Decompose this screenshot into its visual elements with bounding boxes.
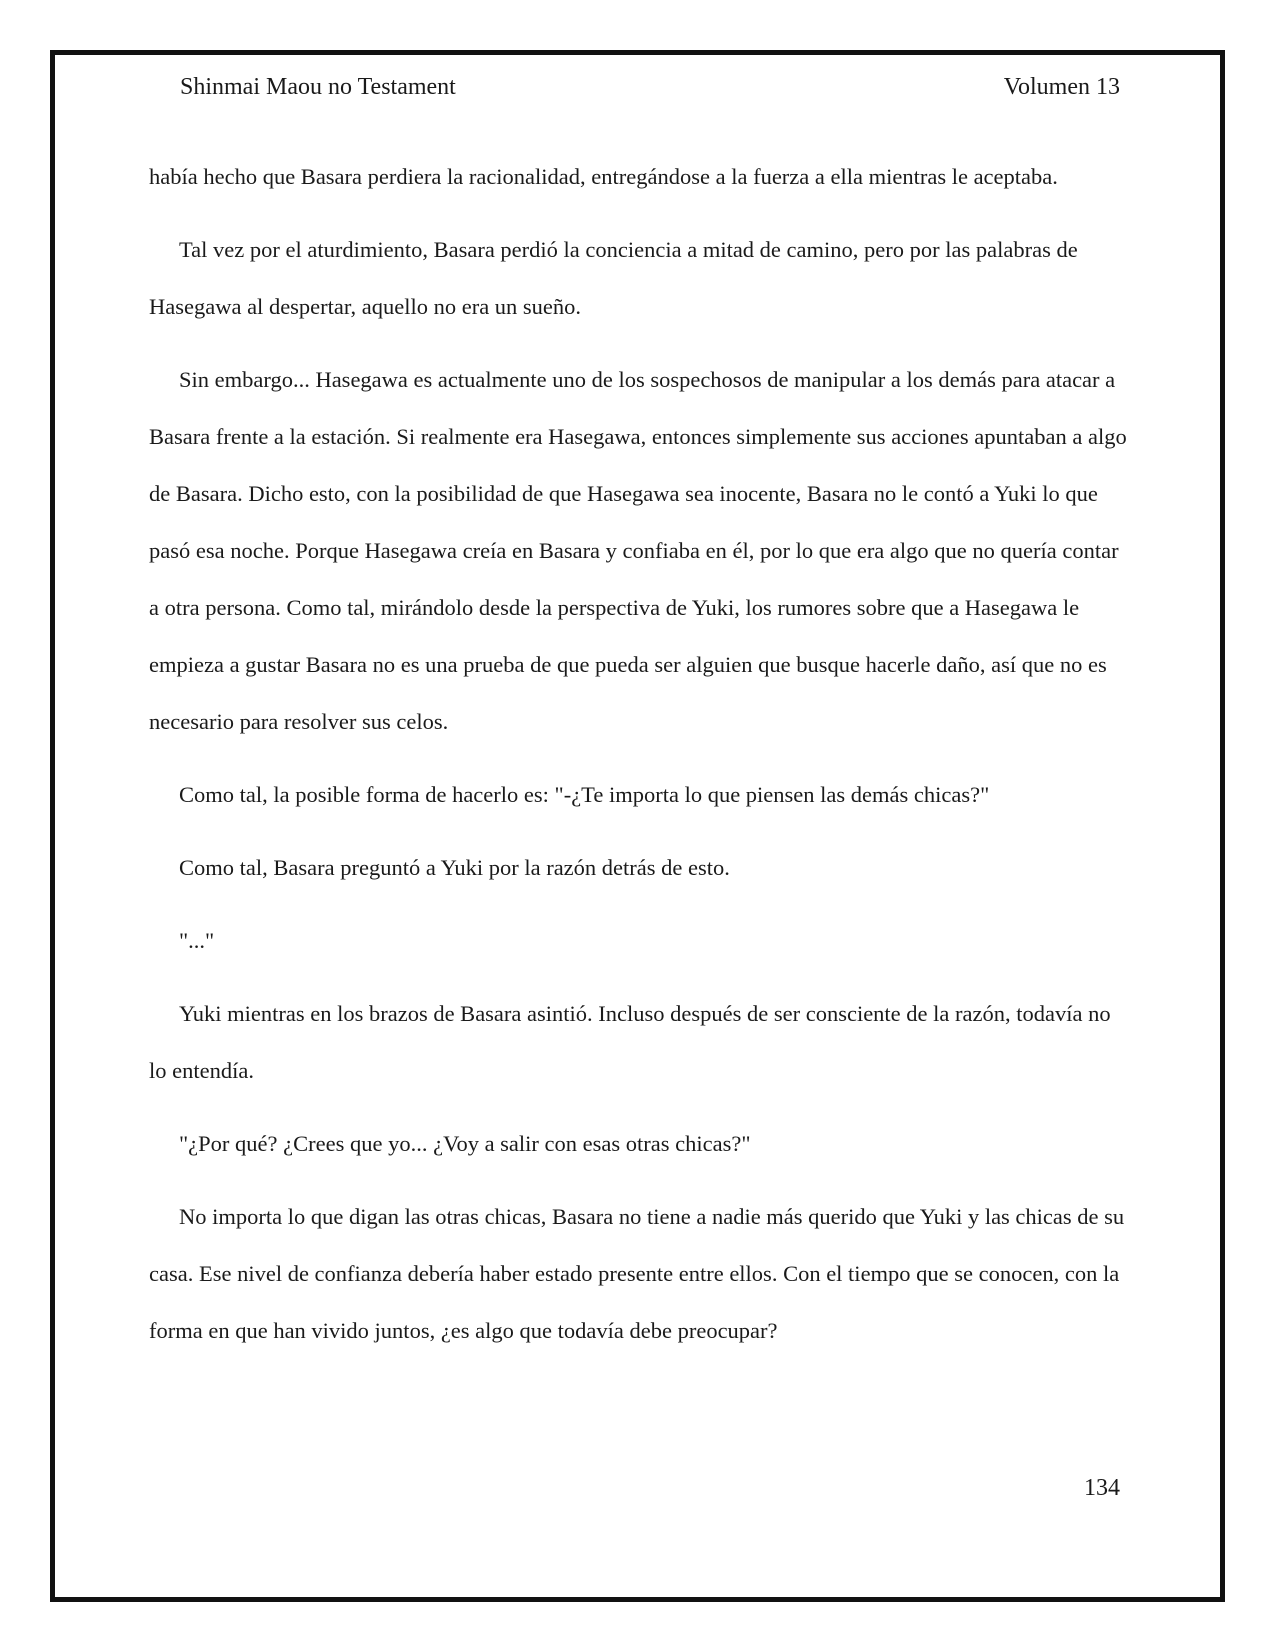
paragraph: había hecho que Basara perdiera la racionalidad, entregándose a la fuerza a ella mientras le aceptaba. — [149, 164, 1058, 189]
paragraph: Yuki mientras en los brazos de Basara asintió. Incluso después de ser consciente de la razón, todavía no lo entendía. — [149, 1001, 1111, 1083]
paragraph: No importa lo que digan las otras chicas, Basara no tiene a nadie más querido que Yuki y las chicas de su casa. Ese nivel de confianza debería haber estado presente entre ellos. Con el tiempo que se conocen, con la forma en que han vivido juntos, ¿es algo que todavía debe preocupar? — [149, 1204, 1125, 1343]
paragraph: Tal vez por el aturdimiento, Basara perdió la conciencia a mitad de camino, pero por las palabras de Hasegawa al despertar, aquello no era un sueño. — [149, 237, 1078, 319]
paragraph: Como tal, la posible forma de hacerlo es: "-¿Te importa lo que piensen las demás chicas?" — [179, 782, 990, 807]
book-title: Shinmai Maou no Testament — [180, 74, 456, 100]
volume-label: Volumen 13 — [1003, 74, 1120, 100]
paragraph: "..." — [179, 928, 215, 953]
body-text — [149, 148, 1129, 1375]
paragraph: Sin embargo... Hasegawa es actualmente uno de los sospechosos de manipular a los demás para atacar a Basara frente a la estación. Si realmente era Hasegawa, entonces simplemente sus acciones apuntaban a algo de Basara. Dicho esto, con la posibilidad de que Hasegawa sea inocente, Basara no le contó a Yuki lo que pasó esa noche. Porque Hasegawa creía en Basara y confiaba en él, por lo que era algo que no quería contar a otra persona. Como tal, mirándolo desde la perspectiva de Yuki, los rumores sobre que a Hasegawa le empieza a gustar Basara no es una prueba de que pueda ser alguien que busque hacerle daño, así que no es necesario para resolver sus celos. — [149, 367, 1127, 734]
page-number: 134 — [1084, 1475, 1120, 1501]
paragraph: "¿Por qué? ¿Crees que yo... ¿Voy a salir con esas otras chicas?" — [179, 1131, 751, 1156]
paragraph: Como tal, Basara preguntó a Yuki por la razón detrás de esto. — [179, 855, 730, 880]
